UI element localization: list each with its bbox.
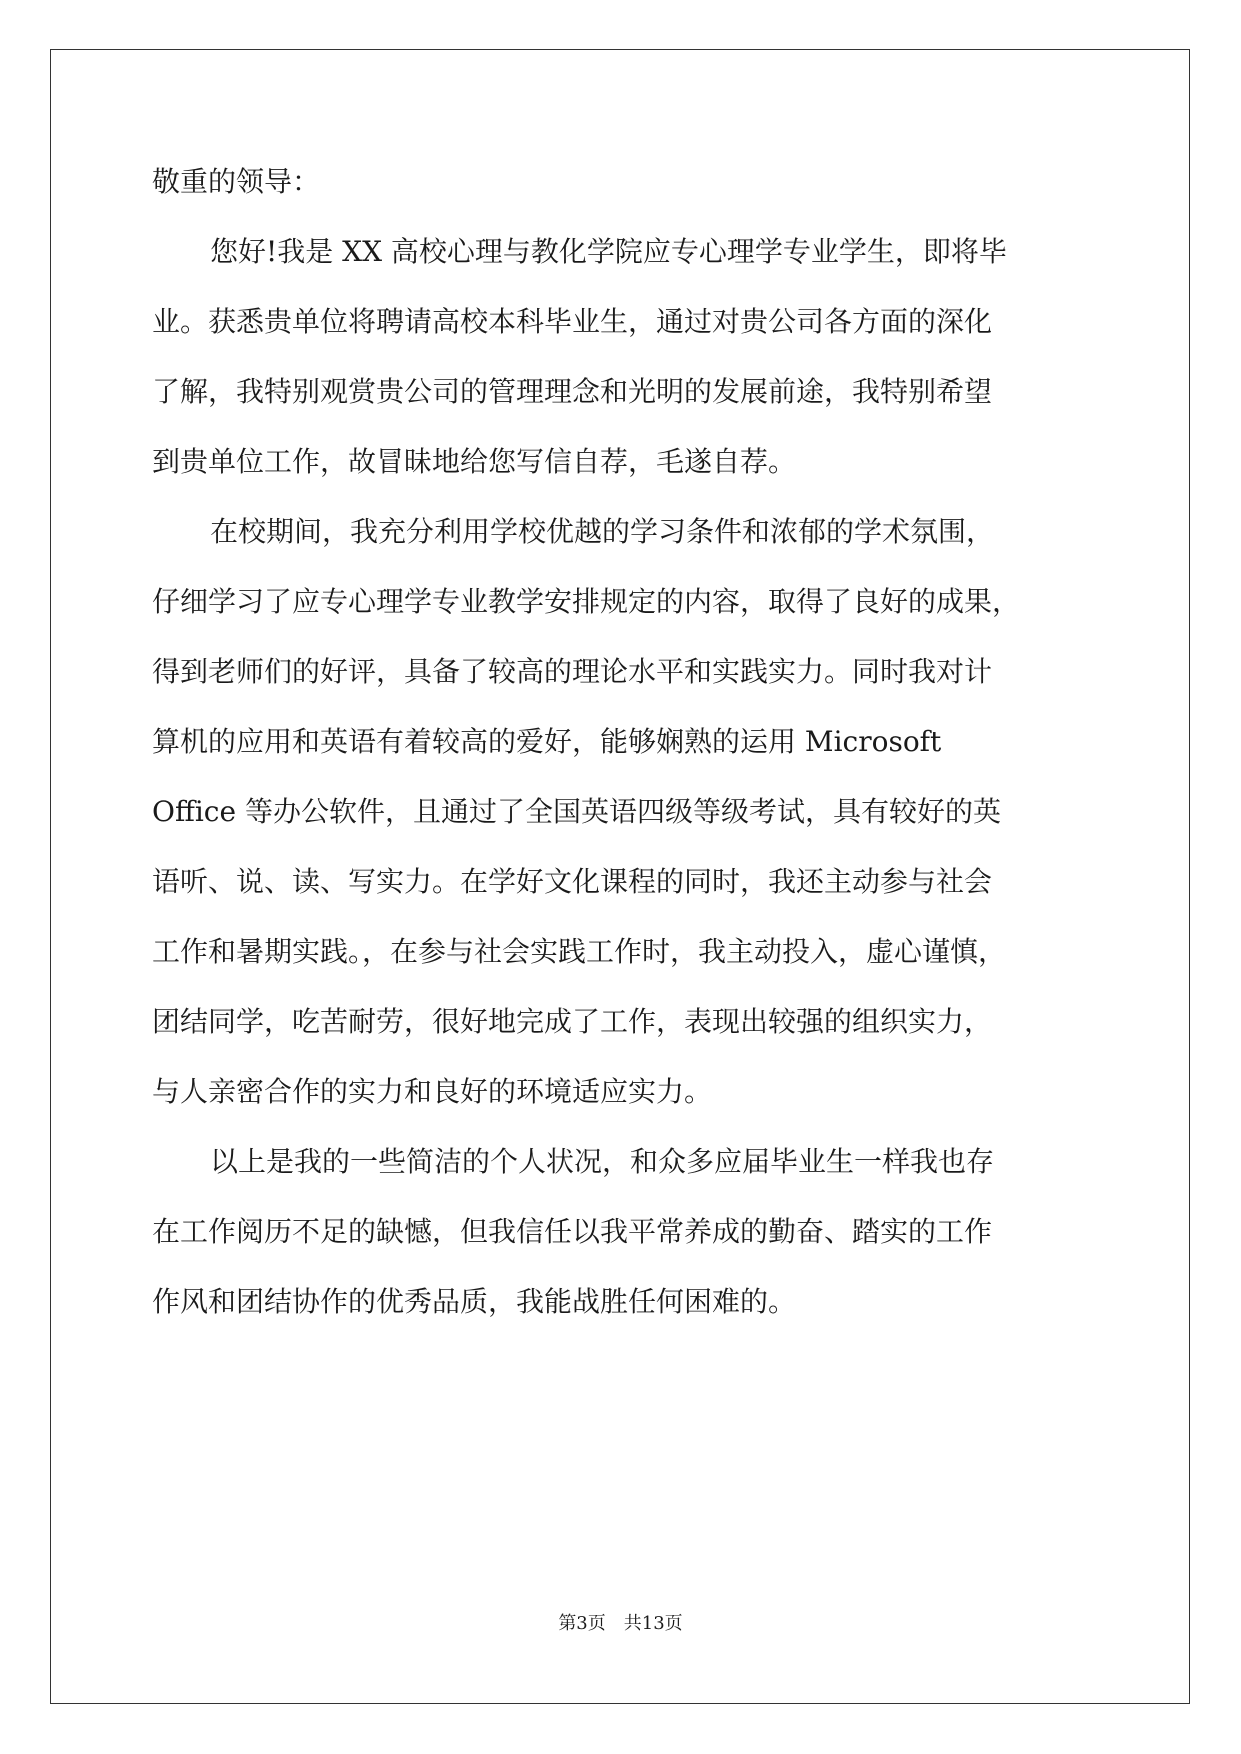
paragraph-3-line-1: 以上是我的一些简洁的个人状况，和众多应届毕业生一样我也存 [210,1145,995,1178]
paragraph-2-line-4: 算机的应用和英语有着较高的爱好，能够娴熟的运用 Microsoft [152,725,942,758]
paragraph-2-line-3: 得到老师们的好评，具备了较高的理论水平和实践实力。同时我对计 [152,655,993,688]
paragraph-1-line-3: 了解，我特别观赏贵公司的管理理念和光明的发展前途，我特别希望 [152,375,993,408]
paragraph-2-line-9: 与人亲密合作的实力和良好的环境适应实力。 [152,1075,713,1108]
page-number-footer: 第3页 共13页 [558,1613,683,1634]
paragraph-2-line-5: Office 等办公软件，且通过了全国英语四级等级考试，具有较好的英 [152,795,1001,828]
paragraph-3-line-2: 在工作阅历不足的缺憾，但我信任以我平常养成的勤奋、踏实的工作 [152,1215,993,1248]
paragraph-2-line-8: 团结同学，吃苦耐劳，很好地完成了工作，表现出较强的组织实力， [152,1005,993,1038]
paragraph-2-line-2: 仔细学习了应专心理学专业教学安排规定的内容，取得了良好的成果， [152,585,1021,618]
paragraph-2-line-7: 工作和暑期实践。，在参与社会实践工作时，我主动投入，虚心谨慎， [152,935,1007,968]
salutation: 敬重的领导： [152,165,321,198]
paragraph-2-line-6: 语听、说、读、写实力。在学好文化课程的同时，我还主动参与社会 [152,865,993,898]
paragraph-1-line-4: 到贵单位工作，故冒昧地给您写信自荐，毛遂自荐。 [152,445,797,478]
paragraph-3-line-3: 作风和团结协作的优秀品质，我能战胜任何困难的。 [152,1285,797,1318]
paragraph-1-line-1: 您好!我是 XX 高校心理与教化学院应专心理学专业学生，即将毕 [210,235,1007,268]
paragraph-1-line-2: 业。获悉贵单位将聘请高校本科毕业生，通过对贵公司各方面的深化 [152,305,993,338]
paragraph-2-line-1: 在校期间，我充分利用学校优越的学习条件和浓郁的学术氛围， [210,515,995,548]
